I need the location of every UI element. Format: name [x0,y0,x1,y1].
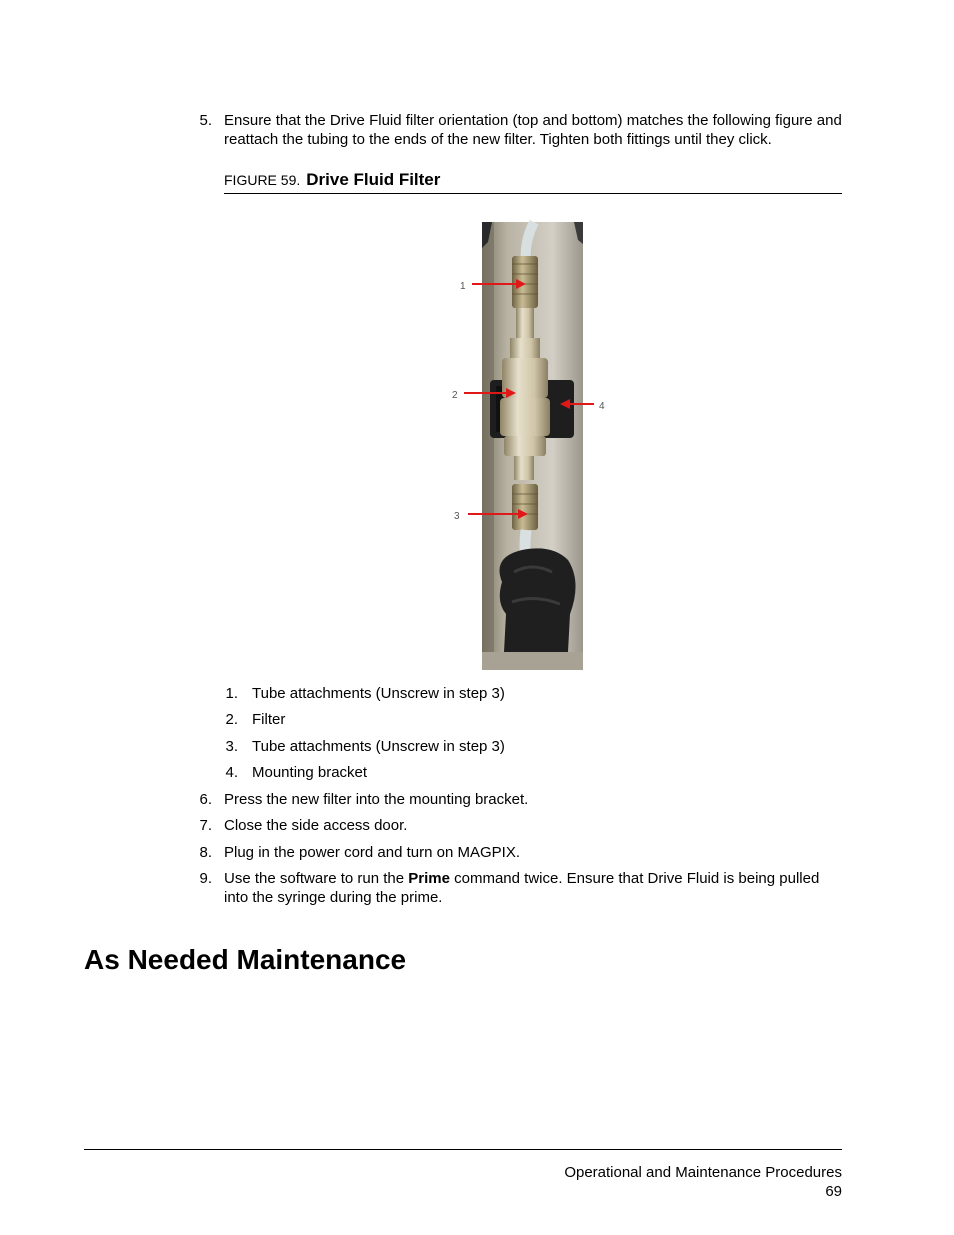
callout-mark-2: 2 [452,390,458,401]
list-item-number: 1. [225,685,238,702]
callout-mark-4: 4 [599,401,605,412]
list-item [224,684,505,703]
list-item-number: 4. [225,764,238,781]
page-footer [564,1163,842,1201]
footer-divider [84,1149,842,1150]
section-heading: As Needed Maintenance [84,944,407,975]
list-item-text: Mounting bracket [252,764,368,781]
figure-caption [224,170,842,194]
footer-chapter-title: Operational and Maintenance Procedures [564,1164,842,1181]
drive-fluid-filter-photo [452,222,605,670]
list-item-number: 3. [225,738,238,755]
step-9 [196,869,846,907]
prime-command-name: Prime [408,870,450,887]
list-item [224,737,505,756]
step-6 [196,790,846,809]
list-item-number: 2. [225,711,238,728]
step-text-part: command twice. Ensure that Drive Fluid is being pulled into the syringe during the prime. [224,870,820,906]
step-text: Close the side access door. [224,817,408,834]
step-number: 8. [199,844,212,861]
step-text: Ensure that the Drive Fluid filter orientation (top and bottom) matches the following figure and reattach the tubing to the ends of the new filter. Tighten both fittings until they click. [224,112,842,148]
step-5 [196,111,846,149]
figure-title: Drive Fluid Filter [306,170,441,189]
step-number: 9. [199,870,212,887]
step-text-part: Use the software to run the [224,870,409,887]
callout-mark-3: 3 [454,511,460,522]
page-number: 69 [825,1183,842,1200]
step-8 [196,843,846,862]
list-item-text: Filter [252,711,286,728]
list-item-text: Tube attachments (Unscrew in step 3) [252,738,505,755]
step-text [224,869,846,907]
step-7 [196,816,846,835]
step-number: 6. [199,791,212,808]
list-item-text: Tube attachments (Unscrew in step 3) [252,685,505,702]
list-item [224,710,285,729]
step-text: Press the new filter into the mounting bracket. [224,791,529,808]
list-item [224,763,367,782]
step-number: 5. [199,112,212,129]
step-number: 7. [199,817,212,834]
step-text: Plug in the power cord and turn on MAGPIX. [224,844,520,861]
callout-mark-1: 1 [460,281,466,292]
figure-label: FIGURE 59. [224,172,301,188]
